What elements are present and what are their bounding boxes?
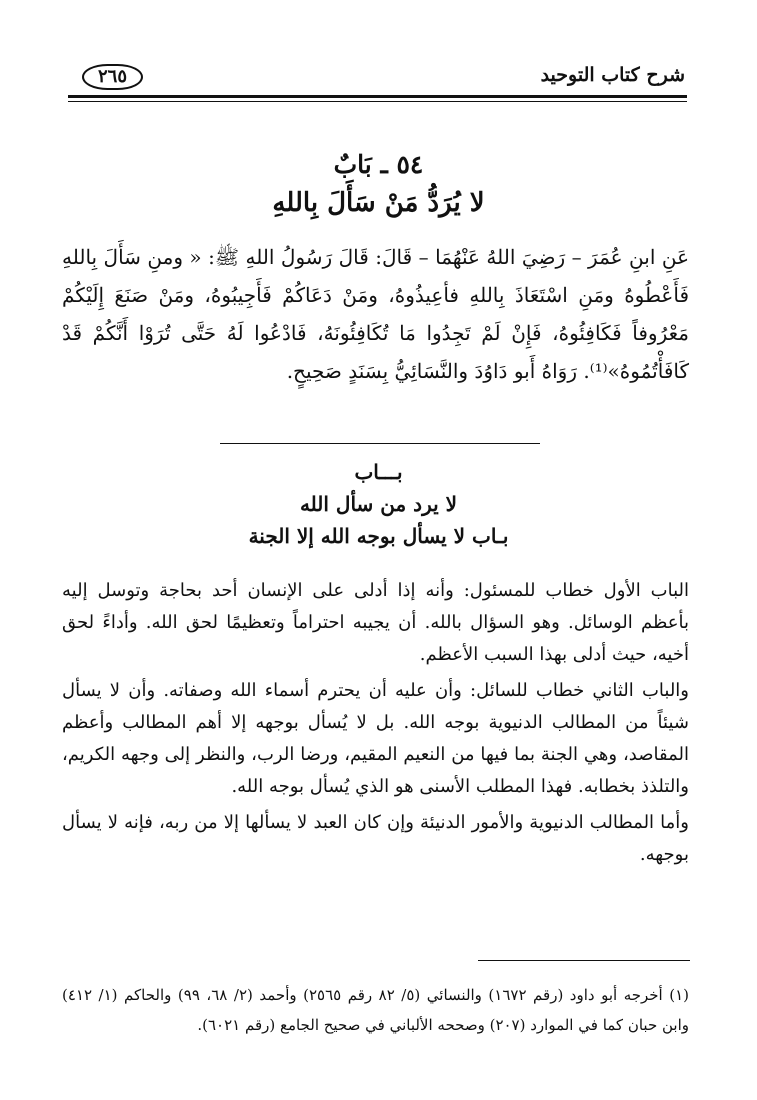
section-heading: بـــاب [354,460,403,484]
footnote: (١) أخرجه أبو داود (رقم ١٦٧٢) والنسائي (٥/ ٨٢ رقم ٢٥٦٥) وأحمد (٢/ ٦٨، ٩٩) والحاكم (١/ ٤١٢) وابن حبان كما في الموارد (٢٠٧) وصححه الألباني في صحيح الجامع (رقم ٦٠٢١). [62,986,690,1034]
chapter-number: ٥٤ ـ بَابٌ [333,150,424,179]
header-rule-thick [68,95,687,98]
footnote-divider [478,960,690,961]
section-divider [220,443,540,444]
paragraph: وأما المطالب الدنيوية والأمور الدنيئة وإن كان العبد لا يسألها إلا من ربه، فإنه لا يسأل بوجهه. [62,812,689,865]
chapter-title: لا يُرَدُّ مَنْ سَأَلَ بِاللهِ [272,188,485,218]
hadith-text: عَنِ ابنِ عُمَرَ – رَضِيَ اللهُ عَنْهُمَا – قَالَ: قَالَ رَسُولُ اللهِ ﷺ: « ومنِ سَأَلَ بِاللهِ فَأَعْطُوهُ ومَنِ اسْتَعَاذَ بِاللهِ فأعِيذُوهُ، ومَنْ دَعَاكُمْ فَأَجِيبُوهُ، ومَنْ صَنَعَ إِلَيْكُمْ مَعْرُوفاً فَكَافِئُوهُ، فَإِنْ لَمْ تَجِدُوا مَا تُكَافِئُونَهُ، فَادْعُوا لَهُ حَتَّى تُرَوْا أَنَّكُمْ قَدْ كَافَأْتُمُوهُ»⁽¹⁾. رَوَاهُ أَبو دَاوُدَ والنَّسَائِيُّ بِسَنَدٍ صَحِيحٍ. [62,245,690,383]
paragraph: الباب الأول خطاب للمسئول: وأنه إذا أدلى على الإنسان أحد بحاجة وتوسل إليه بأعظم الوسائل. وهو السؤال بالله. أن يجيبه احتراماً وتعظيمًا لحق الله. وأداءً لحق أخيه، حيث أدلى بهذا السبب الأعظم. [62,580,689,665]
section-subheading-2: بـاب لا يسأل بوجه الله إلا الجنة [248,524,509,548]
page-header [70,62,685,92]
section-subheading-1: لا يرد من سأل الله [299,492,458,516]
commentary [62,575,689,875]
page-number: ٢٦٥ [82,64,143,90]
paragraph: والباب الثاني خطاب للسائل: وأن عليه أن يحترم أسماء الله وصفاته. وأن لا يسأل شيئاً من المطالب الدنيوية بوجه الله. بل لا يُسأل بوجهه إلا أهم المطالب وأعظم المقاصد، وهي الجنة بما فيها من النعيم المقيم، ورضا الرب، والنظر إلى وجهه الكريم، والتلذذ بخطابه. فهذا المطلب الأسنى هو الذي يُسأل بوجه الله. [62,680,689,797]
header-rule-thin [68,101,687,102]
running-title: شرح كتاب التوحيد [540,64,685,86]
